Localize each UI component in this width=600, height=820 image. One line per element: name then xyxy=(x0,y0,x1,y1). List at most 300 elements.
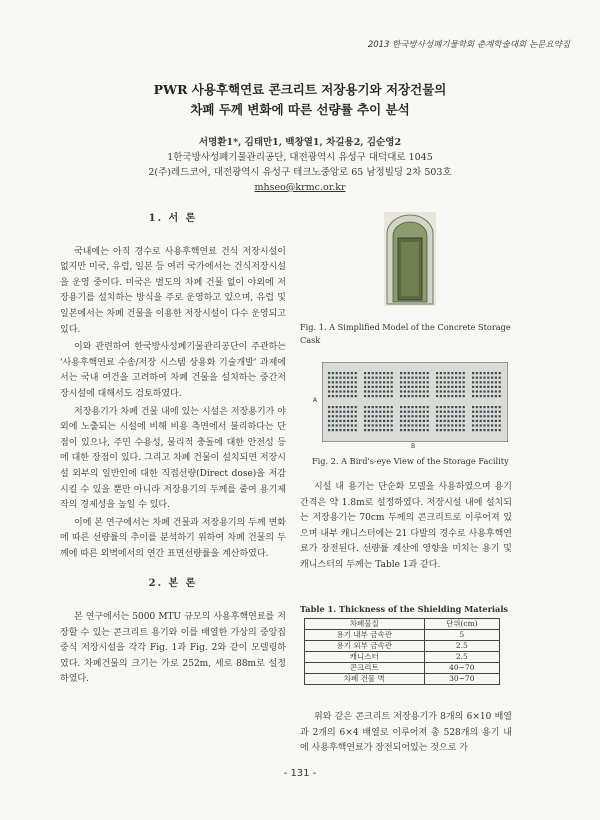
cask-marker xyxy=(372,390,374,392)
cask-marker xyxy=(355,372,357,374)
cask-marker xyxy=(383,424,385,426)
cask-marker xyxy=(351,372,353,374)
cask-marker xyxy=(427,381,429,383)
cask-marker xyxy=(451,429,453,431)
cask-marker xyxy=(328,406,330,408)
cask-marker xyxy=(375,386,377,388)
cask-marker xyxy=(375,411,377,413)
cask-marker xyxy=(372,429,374,431)
cask-marker xyxy=(368,372,370,374)
cask-marker xyxy=(451,372,453,374)
cask-marker xyxy=(332,390,334,392)
cask-marker xyxy=(351,406,353,408)
cask-marker xyxy=(436,381,438,383)
cask-marker xyxy=(328,420,330,422)
cask-marker xyxy=(423,395,425,397)
cask-marker xyxy=(427,424,429,426)
cask-marker xyxy=(495,386,497,388)
cask-marker xyxy=(383,390,385,392)
table-cell: 2.5 xyxy=(424,652,499,663)
cask-marker xyxy=(455,424,457,426)
cask-marker xyxy=(387,406,389,408)
cask-marker xyxy=(379,372,381,374)
cask-marker xyxy=(444,390,446,392)
cask-marker xyxy=(411,377,413,379)
cask-marker xyxy=(480,381,482,383)
cask-marker xyxy=(411,395,413,397)
cask-marker xyxy=(472,390,474,392)
cask-marker xyxy=(499,406,501,408)
cask-marker xyxy=(440,386,442,388)
cask-marker xyxy=(499,420,501,422)
cask-marker xyxy=(408,381,410,383)
cask-marker xyxy=(355,386,357,388)
cask-marker xyxy=(495,429,497,431)
cask-marker xyxy=(387,429,389,431)
cask-marker xyxy=(415,420,417,422)
cask-marker xyxy=(491,386,493,388)
cask-marker xyxy=(328,424,330,426)
cask-marker xyxy=(499,411,501,413)
cask-marker xyxy=(447,429,449,431)
cask-marker xyxy=(343,372,345,374)
running-head: 2013 한국방사성폐기물학회 춘계학술대회 논문요약집 xyxy=(367,40,570,50)
cask-marker xyxy=(463,377,465,379)
cask-marker xyxy=(408,406,410,408)
cask-marker xyxy=(336,381,338,383)
cask-marker xyxy=(459,395,461,397)
cask-marker xyxy=(411,381,413,383)
cask-marker xyxy=(391,420,393,422)
cask-marker xyxy=(472,386,474,388)
table-row xyxy=(305,652,500,663)
cask-marker xyxy=(415,377,417,379)
cask-marker xyxy=(415,429,417,431)
cask-marker xyxy=(415,381,417,383)
cask-marker xyxy=(419,415,421,417)
cask-marker xyxy=(436,395,438,397)
cask-marker xyxy=(372,415,374,417)
table-row xyxy=(305,641,500,652)
cask-marker xyxy=(436,411,438,413)
cask-marker xyxy=(483,377,485,379)
cask-marker xyxy=(364,386,366,388)
cask-marker xyxy=(347,429,349,431)
body-paragraph-1: 본 연구에서는 5000 MTU 규모의 사용후핵연료를 저장할 수 있는 콘크리트 용기와 이를 배열한 가상의 중앙집중식 저장시설을 각각 Fig. 1과 Fig. 2와 같이 모델링하였다. 차폐건물의 크기는 가로 252m, 세로 88m로 설정하였다. xyxy=(60,612,286,685)
figure-2-label-a: A xyxy=(313,397,318,404)
cask-marker xyxy=(332,386,334,388)
table-row xyxy=(305,630,500,641)
cask-marker xyxy=(408,395,410,397)
cask-marker xyxy=(483,406,485,408)
cask-marker xyxy=(455,415,457,417)
cask-fuel-region xyxy=(401,242,419,296)
cask-marker xyxy=(375,390,377,392)
table-cell: 차폐 건물 벽 xyxy=(305,674,425,685)
cask-marker xyxy=(347,372,349,374)
cask-marker xyxy=(423,386,425,388)
cask-marker xyxy=(463,406,465,408)
cask-marker xyxy=(411,386,413,388)
cask-marker xyxy=(347,415,349,417)
cask-marker xyxy=(368,411,370,413)
cask-marker xyxy=(375,381,377,383)
cask-marker xyxy=(476,420,478,422)
cask-marker xyxy=(415,390,417,392)
cask-marker xyxy=(347,395,349,397)
table-cell: 30~70 xyxy=(424,674,499,685)
cask-marker xyxy=(459,381,461,383)
cask-marker xyxy=(408,390,410,392)
cask-marker xyxy=(472,395,474,397)
cask-marker xyxy=(328,390,330,392)
table-cell: 콘크리트 xyxy=(305,663,425,674)
cask-marker xyxy=(459,415,461,417)
cask-marker xyxy=(447,381,449,383)
cask-marker xyxy=(495,390,497,392)
title-line-1: PWR 사용후핵연료 콘크리트 저장용기와 저장건물의 xyxy=(153,82,447,97)
cask-marker xyxy=(375,415,377,417)
cask-marker xyxy=(400,390,402,392)
cask-marker xyxy=(436,415,438,417)
cask-marker xyxy=(364,415,366,417)
cask-marker xyxy=(487,411,489,413)
cask-marker xyxy=(347,386,349,388)
cask-marker xyxy=(332,424,334,426)
cask-marker xyxy=(387,411,389,413)
cask-marker xyxy=(419,386,421,388)
figure-1-caption: Fig. 1. A Simplified Model of the Concrete Storage Cask xyxy=(300,322,511,345)
cask-marker xyxy=(339,406,341,408)
cask-marker xyxy=(368,424,370,426)
cask-marker xyxy=(351,395,353,397)
table-header-material: 차폐물질 xyxy=(305,619,425,630)
cask-marker xyxy=(336,429,338,431)
cask-marker xyxy=(364,420,366,422)
table-cell: 5 xyxy=(424,630,499,641)
cask-marker xyxy=(463,381,465,383)
cask-marker xyxy=(368,381,370,383)
cask-marker xyxy=(415,415,417,417)
cask-marker xyxy=(476,395,478,397)
cask-marker xyxy=(495,406,497,408)
cask-marker xyxy=(415,386,417,388)
cask-marker xyxy=(355,377,357,379)
cask-marker xyxy=(472,424,474,426)
cask-marker xyxy=(347,406,349,408)
cask-marker xyxy=(391,406,393,408)
cask-marker xyxy=(404,386,406,388)
cask-marker xyxy=(419,372,421,374)
cask-marker xyxy=(379,395,381,397)
cask-marker xyxy=(495,372,497,374)
cask-marker xyxy=(444,381,446,383)
cask-marker xyxy=(375,372,377,374)
cask-marker xyxy=(404,415,406,417)
cask-marker xyxy=(491,372,493,374)
cask-marker xyxy=(339,372,341,374)
cask-marker xyxy=(483,415,485,417)
cask-marker xyxy=(379,420,381,422)
cask-marker xyxy=(483,424,485,426)
cask-marker xyxy=(408,377,410,379)
cask-marker xyxy=(459,390,461,392)
cask-marker xyxy=(343,377,345,379)
cask-marker xyxy=(463,420,465,422)
cask-marker xyxy=(423,372,425,374)
cask-marker xyxy=(347,424,349,426)
intro-paragraph-4: 이에 본 연구에서는 차폐 건물과 저장용기의 두께 변화에 따른 선량률의 추이를 분석하기 위하여 차폐 건물의 두께에 따른 외벽에서의 연간 표면선량률을 계산하였다. xyxy=(60,517,286,559)
cask-marker xyxy=(444,377,446,379)
cask-marker xyxy=(391,411,393,413)
cask-marker xyxy=(368,390,370,392)
cask-marker xyxy=(423,381,425,383)
cask-marker xyxy=(440,395,442,397)
cask-marker xyxy=(351,381,353,383)
cask-marker xyxy=(375,424,377,426)
cask-marker xyxy=(339,415,341,417)
cask-marker xyxy=(343,381,345,383)
cask-marker xyxy=(408,424,410,426)
cask-marker xyxy=(404,406,406,408)
cask-marker xyxy=(404,377,406,379)
cask-marker xyxy=(491,406,493,408)
cask-marker xyxy=(447,390,449,392)
cask-marker xyxy=(375,395,377,397)
cask-marker xyxy=(383,377,385,379)
cask-marker xyxy=(339,395,341,397)
cask-marker xyxy=(472,411,474,413)
cask-marker xyxy=(400,377,402,379)
cask-marker xyxy=(495,395,497,397)
cask-marker xyxy=(440,424,442,426)
cask-marker xyxy=(404,424,406,426)
cask-marker xyxy=(480,429,482,431)
cask-marker xyxy=(487,377,489,379)
cask-marker xyxy=(480,420,482,422)
cask-marker xyxy=(487,415,489,417)
cask-marker xyxy=(476,424,478,426)
cask-marker xyxy=(391,415,393,417)
cask-marker xyxy=(336,406,338,408)
cask-marker xyxy=(444,395,446,397)
cask-marker xyxy=(379,386,381,388)
cask-marker xyxy=(423,420,425,422)
cask-marker xyxy=(387,390,389,392)
cask-marker xyxy=(440,381,442,383)
author-email[interactable]: mhseo@krmc.or.kr xyxy=(254,182,346,193)
cask-marker xyxy=(343,395,345,397)
cask-marker xyxy=(400,372,402,374)
cask-marker xyxy=(419,395,421,397)
cask-marker xyxy=(404,411,406,413)
cask-marker xyxy=(491,395,493,397)
cask-marker xyxy=(491,424,493,426)
cask-marker xyxy=(455,411,457,413)
cask-marker xyxy=(383,429,385,431)
table-cell: 40~70 xyxy=(424,663,499,674)
cask-marker xyxy=(415,411,417,413)
cask-marker xyxy=(368,377,370,379)
cask-marker xyxy=(419,424,421,426)
cask-marker xyxy=(487,372,489,374)
cask-marker xyxy=(347,381,349,383)
cask-marker xyxy=(419,377,421,379)
cask-marker xyxy=(491,381,493,383)
cask-marker xyxy=(487,381,489,383)
cask-marker xyxy=(383,415,385,417)
cask-marker xyxy=(372,377,374,379)
cask-marker xyxy=(455,377,457,379)
cask-marker xyxy=(400,395,402,397)
cask-marker xyxy=(383,395,385,397)
cask-marker xyxy=(336,424,338,426)
cask-marker xyxy=(491,390,493,392)
cask-marker xyxy=(436,386,438,388)
cask-marker xyxy=(476,415,478,417)
cask-marker xyxy=(476,406,478,408)
cask-marker xyxy=(427,420,429,422)
cask-marker xyxy=(364,411,366,413)
cask-marker xyxy=(487,390,489,392)
cask-marker xyxy=(427,377,429,379)
cask-marker xyxy=(375,429,377,431)
cask-marker xyxy=(364,424,366,426)
cask-marker xyxy=(343,386,345,388)
cask-marker xyxy=(472,372,474,374)
cask-marker xyxy=(415,372,417,374)
cask-marker xyxy=(440,406,442,408)
table-row xyxy=(305,674,500,685)
cask-marker xyxy=(375,406,377,408)
cask-marker xyxy=(364,390,366,392)
title-line-2: 차폐 두께 변화에 따른 선량률 추이 분석 xyxy=(190,102,410,117)
cask-marker xyxy=(427,390,429,392)
cask-marker xyxy=(472,406,474,408)
cask-marker xyxy=(411,411,413,413)
figure-2-caption: Fig. 2. A Bird's-eye View of the Storage Facility xyxy=(312,456,509,466)
cask-marker xyxy=(499,395,501,397)
cask-marker xyxy=(379,424,381,426)
cask-marker xyxy=(419,381,421,383)
cask-marker xyxy=(355,429,357,431)
cask-marker xyxy=(391,377,393,379)
cask-marker xyxy=(491,377,493,379)
cask-marker xyxy=(339,377,341,379)
cask-marker xyxy=(499,377,501,379)
cask-marker xyxy=(368,406,370,408)
cask-marker xyxy=(343,429,345,431)
cask-marker xyxy=(455,406,457,408)
cask-marker xyxy=(355,406,357,408)
cask-marker xyxy=(411,415,413,417)
cask-marker xyxy=(447,372,449,374)
cask-marker xyxy=(404,420,406,422)
cask-marker xyxy=(427,372,429,374)
cask-marker xyxy=(455,372,457,374)
cask-marker xyxy=(391,386,393,388)
cask-marker xyxy=(411,429,413,431)
cask-marker xyxy=(347,411,349,413)
cask-marker xyxy=(328,415,330,417)
cask-marker xyxy=(408,411,410,413)
cask-marker xyxy=(495,411,497,413)
cask-marker xyxy=(328,377,330,379)
cask-marker xyxy=(491,415,493,417)
methods-paragraph: 시설 내 용기는 단순화 모델을 사용하였으며 용기 간격은 약 1.8m로 설정하였다. 저장시설 내에 설치되는 저장용기는 70cm 두께의 콘크리트로 이루어져 있으며 내부 캐니스터에는 21 다발의 경수로 사용후핵연료가 장전된다. 선량률 계산에 영향을 미치는 용기 및 캐니스터의 두께는 Table 1과 같다. xyxy=(300,482,512,570)
cask-marker xyxy=(483,386,485,388)
cask-marker xyxy=(447,377,449,379)
cask-marker xyxy=(372,420,374,422)
cask-marker xyxy=(463,411,465,413)
affiliation-1: 1한국방사성폐기물관리공단, 대전광역시 유성구 대덕대로 1045 xyxy=(167,152,433,163)
cask-marker xyxy=(423,415,425,417)
cask-marker xyxy=(347,390,349,392)
cask-marker xyxy=(387,415,389,417)
cask-marker xyxy=(447,406,449,408)
cask-marker xyxy=(472,377,474,379)
cask-marker xyxy=(419,411,421,413)
table-cell: 캐니스터 xyxy=(305,652,425,663)
cask-marker xyxy=(480,372,482,374)
cask-marker xyxy=(404,429,406,431)
cask-marker xyxy=(436,424,438,426)
cask-marker xyxy=(455,390,457,392)
cask-marker xyxy=(336,390,338,392)
cask-marker xyxy=(440,411,442,413)
cask-marker xyxy=(383,372,385,374)
cask-marker xyxy=(339,386,341,388)
cask-marker xyxy=(455,386,457,388)
intro-paragraph-2: 이와 관련하여 한국방사성폐기물관리공단이 주관하는 '사용후핵연료 수송/저장 시스템 상용화 기술개발' 과제에서는 국내 여건을 고려하여 차폐 건물을 설치하는 중간저장시설에 대해서도 검토하였다. xyxy=(60,342,286,399)
cask-marker xyxy=(459,377,461,379)
cask-marker xyxy=(472,415,474,417)
cask-marker xyxy=(368,420,370,422)
cask-marker xyxy=(379,390,381,392)
cask-marker xyxy=(408,372,410,374)
cask-marker xyxy=(499,381,501,383)
cask-marker xyxy=(451,420,453,422)
cask-marker xyxy=(339,429,341,431)
cask-marker xyxy=(332,420,334,422)
cask-marker xyxy=(332,406,334,408)
cask-marker xyxy=(476,390,478,392)
cask-marker xyxy=(459,420,461,422)
cask-marker xyxy=(455,429,457,431)
cask-marker xyxy=(459,429,461,431)
cask-marker xyxy=(408,386,410,388)
cask-marker xyxy=(427,386,429,388)
cask-marker xyxy=(379,377,381,379)
table-cell: 2.5 xyxy=(424,641,499,652)
cask-marker xyxy=(419,429,421,431)
figure-2-facility-view xyxy=(322,362,508,442)
cask-marker xyxy=(336,386,338,388)
cask-marker xyxy=(332,415,334,417)
cask-marker xyxy=(343,420,345,422)
cask-marker xyxy=(472,381,474,383)
cask-marker xyxy=(444,372,446,374)
cask-marker xyxy=(451,377,453,379)
left-column xyxy=(60,205,286,690)
cask-marker xyxy=(499,429,501,431)
cask-marker xyxy=(423,377,425,379)
cask-marker xyxy=(328,372,330,374)
cask-marker xyxy=(408,420,410,422)
cask-marker xyxy=(387,424,389,426)
cask-marker xyxy=(383,420,385,422)
cask-marker xyxy=(332,395,334,397)
